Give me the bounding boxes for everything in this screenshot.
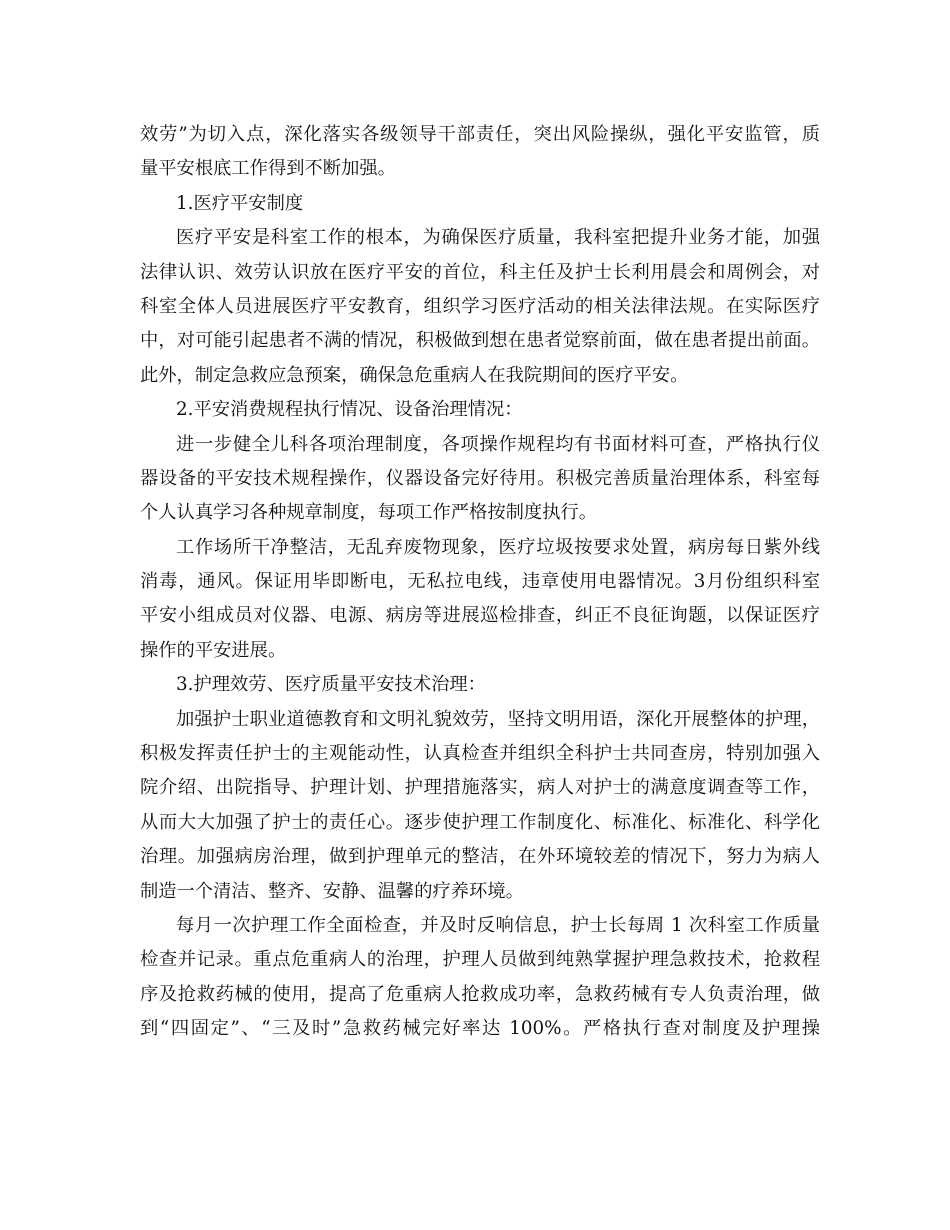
text-line: 3.护理效劳、医疗质量平安技术治理： bbox=[176, 674, 486, 696]
text-line: 序及抢救药械的使用，提高了危重病人抢救成功率，急救药械有专人负责治理，做 bbox=[140, 983, 820, 1005]
text-line: 中，对可能引起患者不满的情况，积极做到想在患者觉察前面，做在患者提出前面。 bbox=[140, 330, 820, 352]
text-line: 医疗平安是科室工作的根本，为确保医疗质量，我科室把提升业务才能，加强 bbox=[176, 227, 820, 249]
text-line: 从而大大加强了护士的责任心。逐步使护理工作制度化、标准化、标准化、科学化 bbox=[140, 811, 820, 833]
text-line: 平安小组成员对仪器、电源、病房等进展巡检排查，纠正不良征询题，以保证医疗 bbox=[140, 605, 820, 627]
text-line: 进一步健全儿科各项治理制度，各项操作规程均有书面材料可查，严格执行仪 bbox=[176, 433, 820, 455]
text-line: 院介绍、出院指导、护理计划、护理措施落实，病人对护士的满意度调查等工作， bbox=[140, 777, 820, 799]
text-line: 此外，制定急救应急预案，确保急危重病人在我院期间的医疗平安。 bbox=[140, 364, 689, 386]
text-line: 每月一次护理工作全面检查，并及时反响信息，护士长每周 1 次科室工作质量 bbox=[176, 914, 820, 936]
text-line: 2.平安消费规程执行情况、设备治理情况： bbox=[176, 399, 523, 421]
text-line: 个人认真学习各种规章制度，每项工作严格按制度执行。 bbox=[140, 502, 598, 524]
text-line: 工作场所干净整洁，无乱弃废物现象，医疗垃圾按要求处置，病房每日紫外线 bbox=[176, 536, 820, 558]
text-line: 积极发挥责任护士的主观能动性，认真检查并组织全科护士共同查房，特别加强入 bbox=[140, 743, 820, 765]
text-line: 消毒，通风。保证用毕即断电，无私拉电线，违章使用电器情况。3月份组织科室 bbox=[140, 571, 820, 593]
text-line: 检查并记录。重点危重病人的治理，护理人员做到纯熟掌握护理急救技术，抢救程 bbox=[140, 949, 820, 971]
text-line: 制造一个清洁、整齐、安静、温馨的疗养环境。 bbox=[140, 880, 524, 902]
text-line: 器设备的平安技术规程操作，仪器设备完好待用。积极完善质量治理体系，科室每 bbox=[140, 467, 820, 489]
text-line: 法律认识、效劳认识放在医疗平安的首位，科主任及护士长利用晨会和周例会，对 bbox=[140, 261, 820, 283]
text-line: 操作的平安进展。 bbox=[140, 639, 287, 661]
text-line: 到“四固定”、“三及时”急救药械完好率达 100%。严格执行查对制度及护理操 bbox=[140, 1018, 820, 1040]
text-line: 量平安根底工作得到不断加强。 bbox=[140, 158, 396, 180]
document-body bbox=[140, 118, 820, 1047]
text-line: 科室全体人员进展医疗平安教育，组织学习医疗活动的相关法律法规。在实际医疗 bbox=[140, 295, 820, 317]
text-line: 效劳”为切入点，深化落实各级领导干部责任，突出风险操纵，强化平安监管，质 bbox=[140, 124, 820, 145]
text-line: 治理。加强病房治理，做到护理单元的整洁，在外环境较差的情况下，努力为病人 bbox=[140, 846, 820, 868]
text-line: 加强护士职业道德教育和文明礼貌效劳，坚持文明用语，深化开展整体的护理， bbox=[176, 708, 820, 730]
text-line: 1.医疗平安制度 bbox=[176, 192, 304, 214]
